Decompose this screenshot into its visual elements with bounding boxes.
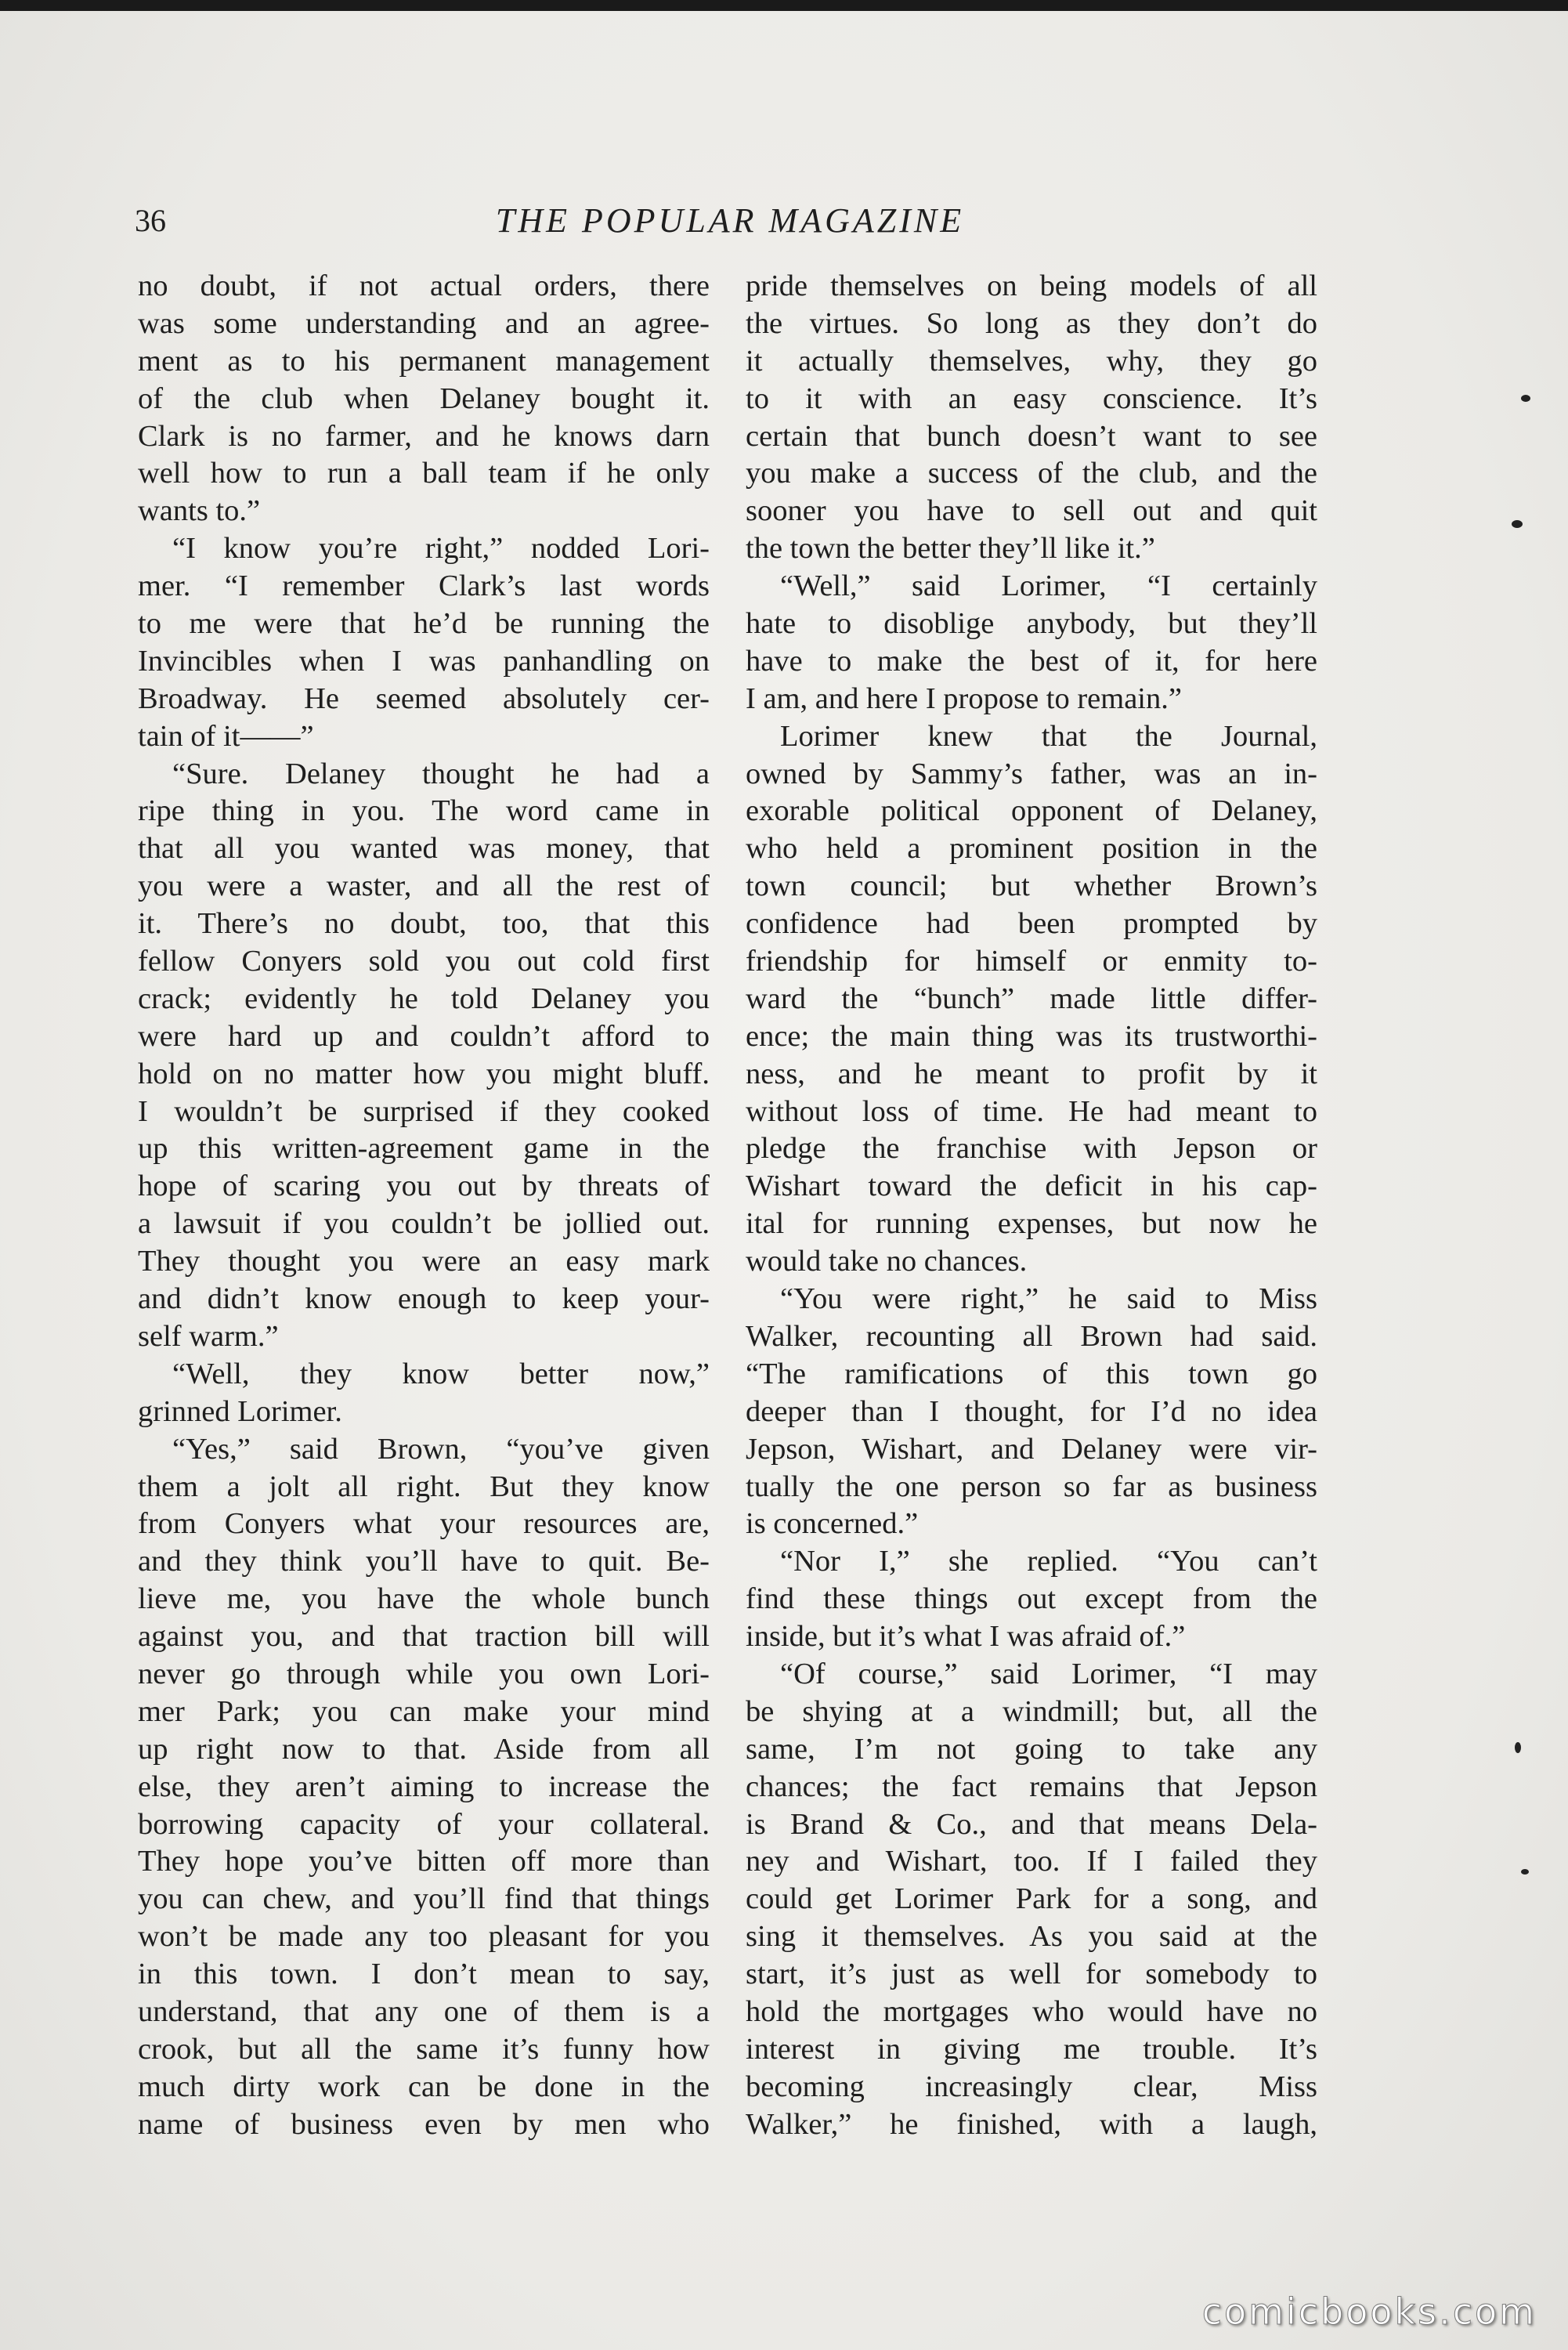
text-line: is Brand & Co., and that means Dela- [746, 1807, 1317, 1841]
text-line: ness, and he meant to profit by it [746, 1057, 1317, 1090]
text-line: ripe thing in you. The word came in [138, 794, 710, 828]
text-line: self warm.” [138, 1319, 279, 1353]
text-line: crack; evidently he told Delaney you [138, 982, 710, 1015]
text-line: Walker,” he finished, with a laugh, [746, 2107, 1317, 2141]
text-line: name of business even by men who [138, 2107, 710, 2141]
text-line: to me were that he’d be running the [138, 607, 710, 641]
right-text-column [746, 268, 1317, 2144]
text-line: same, I’m not going to take any [746, 1732, 1317, 1766]
margin-speck [1521, 395, 1530, 402]
text-line: “Well, they know better now,” [172, 1357, 710, 1390]
text-line: them a jolt all right. But they know [138, 1470, 710, 1503]
text-line: I wouldn’t be surprised if they cooked [138, 1094, 710, 1128]
watermark: comicbooks.com [1201, 2290, 1537, 2333]
text-line: hope of scaring you out by threats of [138, 1170, 710, 1203]
text-line: Invincibles when I was panhandling on [138, 644, 710, 678]
text-line: tain of it——” [138, 719, 314, 753]
text-line: up this written-agreement game in the [138, 1132, 710, 1166]
text-line: “Sure. Delaney thought he had a [172, 757, 710, 790]
text-line: from Conyers what your resources are, [138, 1507, 710, 1541]
text-line: pledge the franchise with Jepson or [746, 1132, 1317, 1166]
text-line: “Nor I,” she replied. “You can’t [780, 1545, 1317, 1578]
text-line: mer Park; you can make your mind [138, 1694, 710, 1728]
text-line: confidence had been prompted by [746, 907, 1317, 941]
text-line: the town the better they’ll like it.” [746, 532, 1155, 566]
text-line: was some understanding and an agree- [138, 306, 710, 340]
text-line: “Of course,” said Lorimer, “I may [780, 1657, 1317, 1690]
text-line: “Yes,” said Brown, “you’ve given [172, 1432, 710, 1466]
text-line: start, it’s just as well for somebody to [746, 1958, 1317, 1991]
text-line: certain that bunch doesn’t want to see [746, 419, 1317, 453]
text-line: who held a prominent position in the [746, 832, 1317, 866]
text-line: hate to disoblige anybody, but they’ll [746, 607, 1317, 641]
text-line: Jepson, Wishart, and Delaney were vir- [746, 1432, 1317, 1466]
text-line: exorable political opponent of Delaney, [746, 794, 1317, 828]
text-line: it. There’s no doubt, too, that this [138, 907, 710, 941]
text-line: Wishart toward the deficit in his cap- [746, 1170, 1317, 1203]
text-line: wants to.” [138, 494, 261, 528]
text-line: find these things out except from the [746, 1582, 1317, 1616]
text-line: ward the “bunch” made little differ- [746, 982, 1317, 1015]
text-line: mer. “I remember Clark’s last words [138, 569, 710, 603]
text-line: “I know you’re right,” nodded Lori- [172, 532, 710, 566]
text-line: grinned Lorimer. [138, 1394, 342, 1428]
text-line: lieve me, you have the whole bunch [138, 1582, 710, 1616]
text-line: crook, but all the same it’s funny how [138, 2032, 710, 2066]
text-line: They hope you’ve bitten off more than [138, 1845, 710, 1878]
text-line: to it with an easy conscience. It’s [746, 381, 1317, 415]
text-line: that all you wanted was money, that [138, 832, 710, 866]
text-line: won’t be made any too pleasant for you [138, 1920, 710, 1954]
text-line: They thought you were an easy mark [138, 1245, 710, 1278]
text-line: tually the one person so far as business [746, 1470, 1317, 1503]
text-line: understand, that any one of them is a [138, 1994, 710, 2028]
text-line: ney and Wishart, too. If I failed they [746, 1845, 1317, 1878]
magazine-title: THE POPULAR MAGAZINE [495, 201, 965, 240]
text-line: you can chew, and you’ll find that things [138, 1882, 710, 1916]
text-line: no doubt, if not actual orders, there [138, 269, 710, 302]
text-line: would take no chances. [746, 1245, 1028, 1278]
text-line: Clark is no farmer, and he knows darn [138, 419, 710, 453]
text-line: Broadway. He seemed absolutely cer- [138, 682, 710, 715]
text-line: a lawsuit if you couldn’t be jollied out. [138, 1207, 710, 1241]
text-line: much dirty work can be done in the [138, 2070, 710, 2103]
text-line: deeper than I thought, for I’d no idea [746, 1394, 1317, 1428]
text-line: friendship for himself or enmity to- [746, 945, 1317, 978]
text-line: fellow Conyers sold you out cold first [138, 945, 710, 978]
text-line: town council; but whether Brown’s [746, 870, 1317, 903]
text-line: ence; the main thing was its trustworthi- [746, 1019, 1317, 1053]
text-line: without loss of time. He had meant to [746, 1094, 1317, 1128]
text-line: you were a waster, and all the rest of [138, 870, 710, 903]
text-line: ital for running expenses, but now he [746, 1207, 1317, 1241]
margin-speck [1512, 520, 1523, 528]
text-line: else, they aren’t aiming to increase the [138, 1770, 710, 1803]
text-line: sooner you have to sell out and quit [746, 494, 1317, 528]
text-line: it actually themselves, why, they go [746, 344, 1317, 378]
text-line: pride themselves on being models of all [746, 269, 1317, 302]
text-line: never go through while you own Lori- [138, 1657, 710, 1690]
text-line: up right now to that. Aside from all [138, 1732, 710, 1766]
text-line: owned by Sammy’s father, was an in- [746, 757, 1317, 790]
text-line: against you, and that traction bill will [138, 1620, 710, 1654]
text-line: and they think you’ll have to quit. Be- [138, 1545, 710, 1578]
text-line: be shying at a windmill; but, all the [746, 1694, 1317, 1728]
text-line: hold on no matter how you might bluff. [138, 1057, 710, 1090]
text-line: hold the mortgages who would have no [746, 1994, 1317, 2028]
text-line: Walker, recounting all Brown had said. [746, 1319, 1317, 1353]
text-line: inside, but it’s what I was afraid of.” [746, 1620, 1186, 1654]
text-line: could get Lorimer Park for a song, and [746, 1882, 1317, 1916]
page-number: 36 [135, 203, 166, 238]
text-line: interest in giving me trouble. It’s [746, 2032, 1317, 2066]
text-line: in this town. I don’t mean to say, [138, 1958, 710, 1991]
text-line: I am, and here I propose to remain.” [746, 682, 1182, 715]
text-line: borrowing capacity of your collateral. [138, 1807, 710, 1841]
text-line: well how to run a ball team if he only [138, 457, 710, 490]
running-header [135, 197, 1325, 244]
text-line: were hard up and couldn’t afford to [138, 1019, 710, 1053]
margin-speck [1515, 1742, 1521, 1753]
text-line: ment as to his permanent management [138, 344, 710, 378]
text-line: of the club when Delaney bought it. [138, 381, 710, 415]
text-line: the virtues. So long as they don’t do [746, 306, 1317, 340]
text-line: and didn’t know enough to keep your- [138, 1282, 710, 1316]
text-line: have to make the best of it, for here [746, 644, 1317, 678]
text-line: you make a success of the club, and the [746, 457, 1317, 490]
top-border [0, 0, 1568, 11]
text-line: is concerned.” [746, 1507, 919, 1541]
text-line: “You were right,” he said to Miss [780, 1282, 1317, 1316]
text-line: Lorimer knew that the Journal, [780, 719, 1317, 753]
text-line: sing it themselves. As you said at the [746, 1920, 1317, 1954]
text-line: “Well,” said Lorimer, “I certainly [780, 569, 1317, 603]
text-line: “The ramifications of this town go [746, 1357, 1317, 1390]
text-line: chances; the fact remains that Jepson [746, 1770, 1317, 1803]
text-line: becoming increasingly clear, Miss [746, 2070, 1317, 2103]
margin-speck [1521, 1869, 1529, 1875]
left-text-column [138, 268, 710, 2144]
